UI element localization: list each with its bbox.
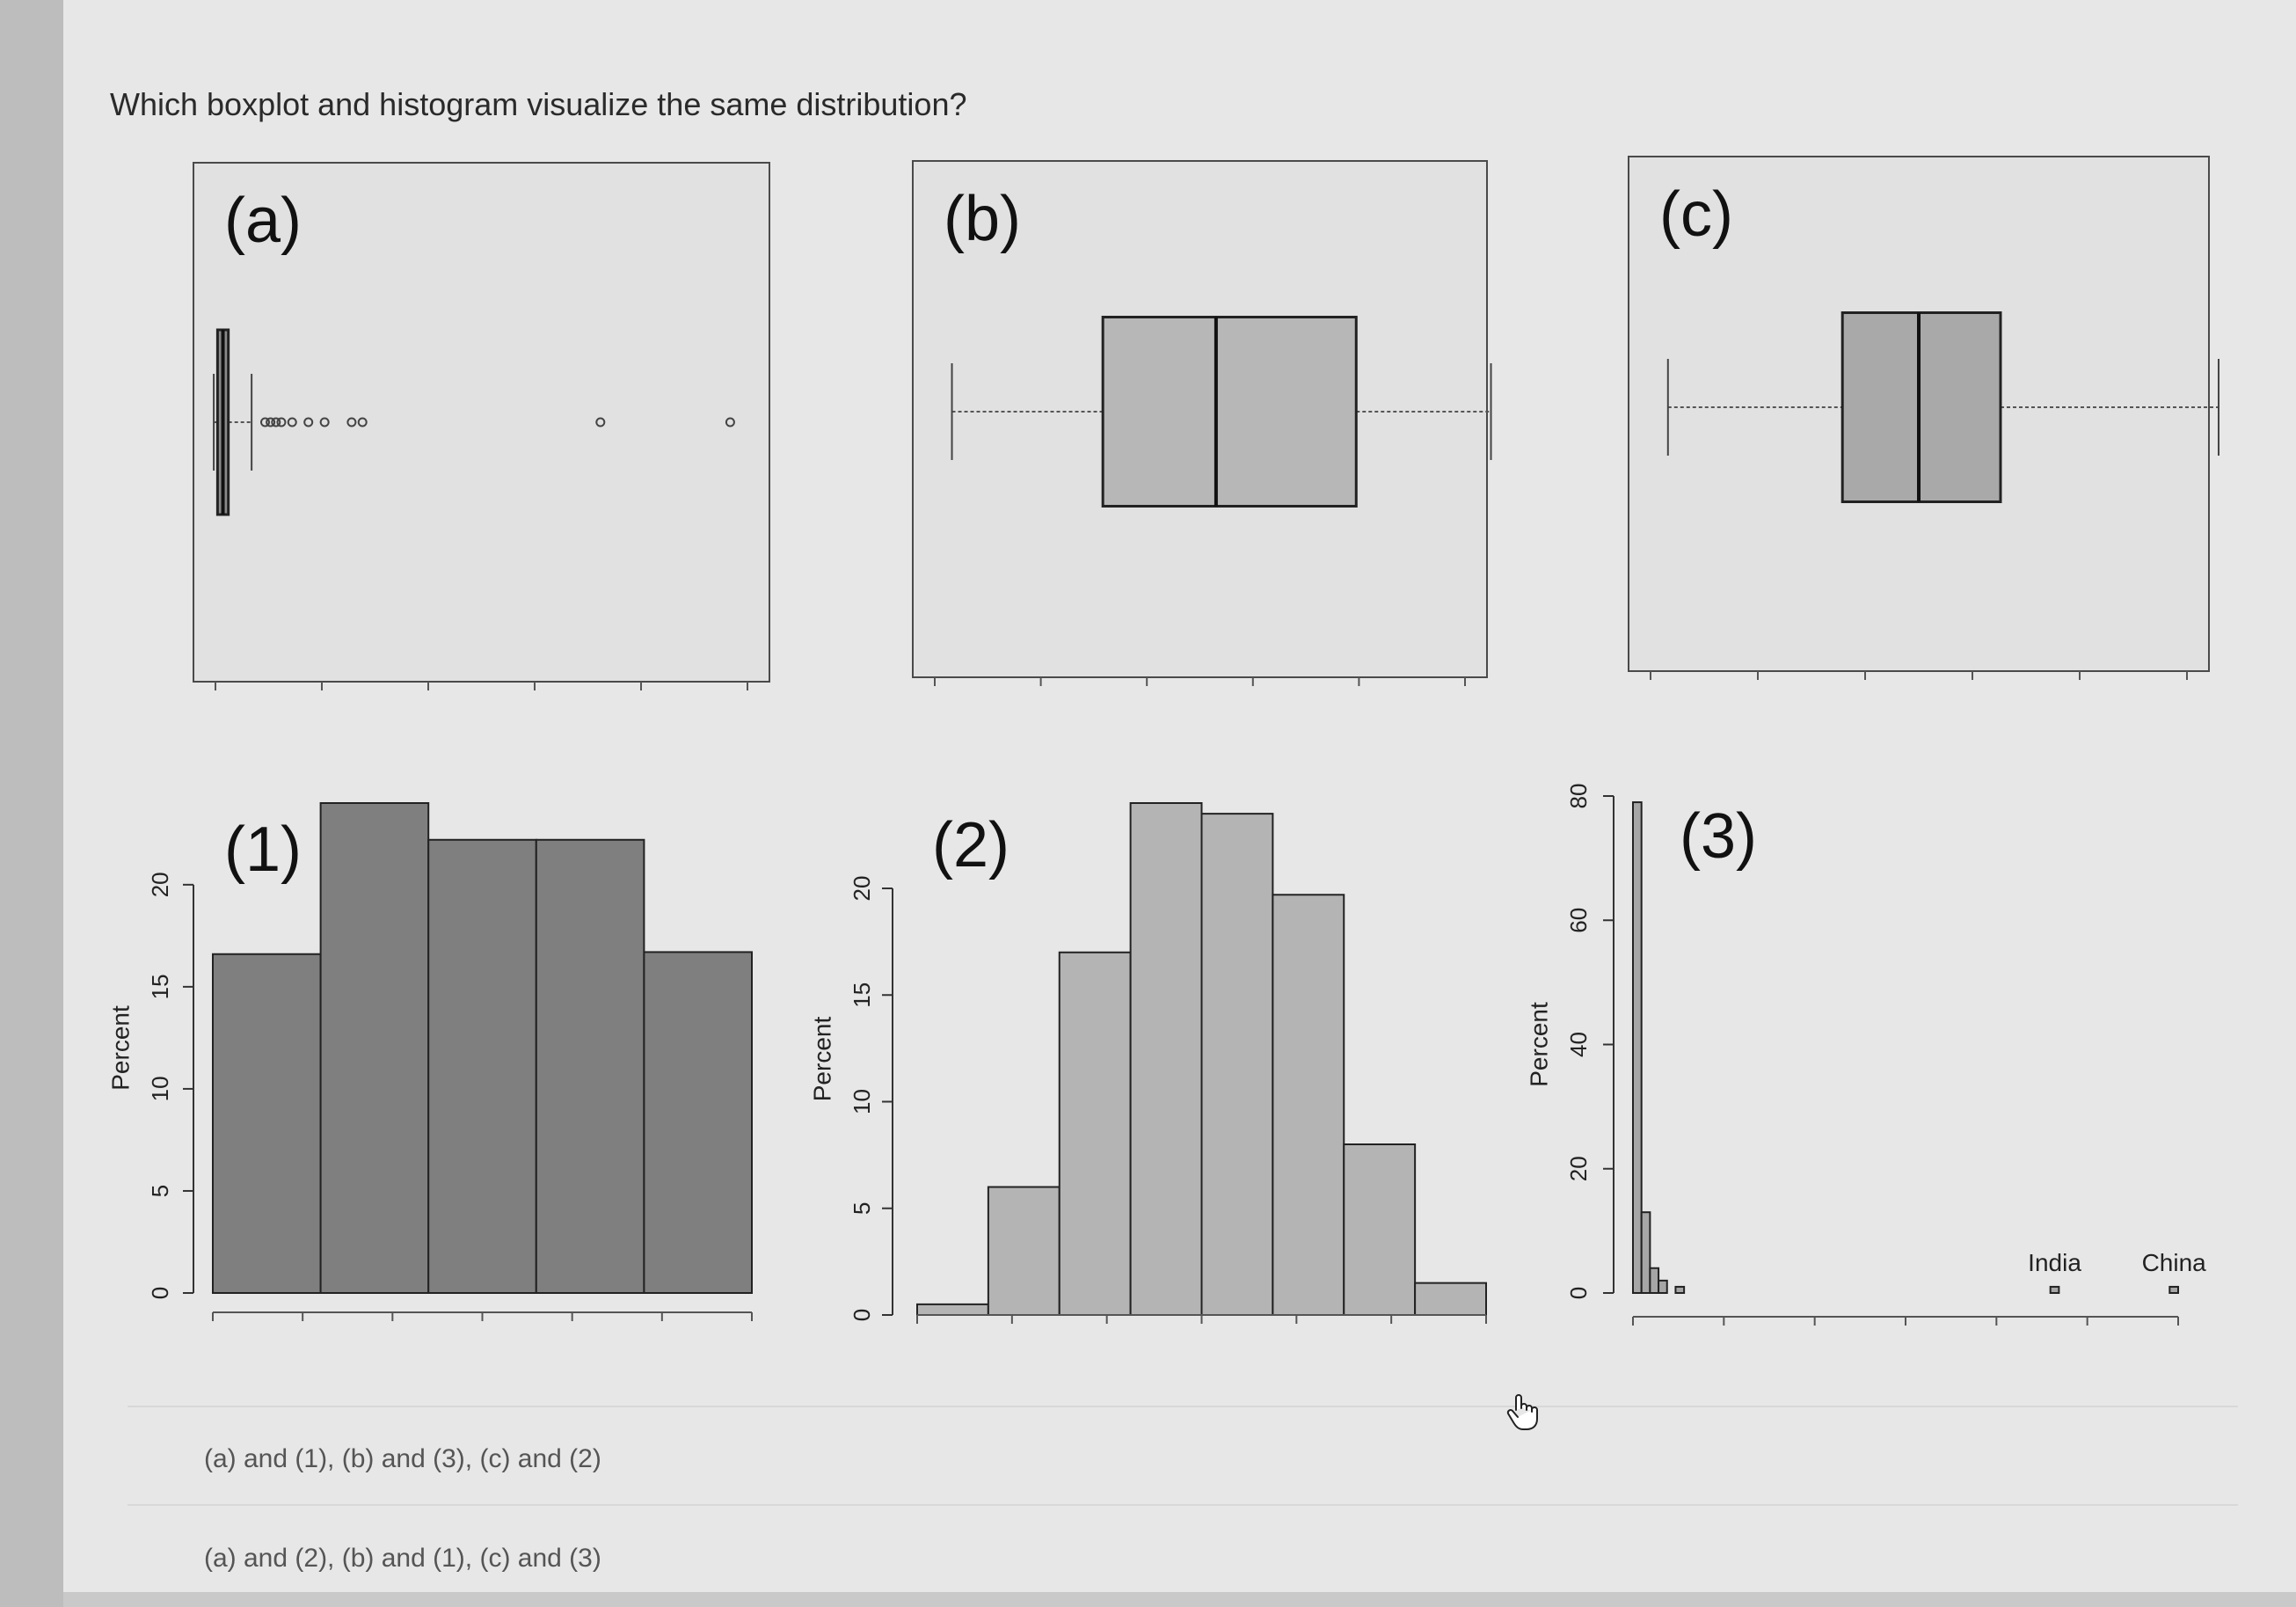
histogram-bar	[1650, 1268, 1658, 1293]
box-iqr	[1842, 313, 2001, 502]
histogram-bar	[644, 952, 752, 1293]
y-tick-label: 15	[147, 974, 173, 1000]
y-tick-label: 0	[147, 1286, 173, 1300]
histogram-bar	[2169, 1287, 2178, 1293]
histogram-bar	[213, 954, 321, 1293]
y-axis-label: Percent	[808, 1016, 836, 1102]
y-tick-label: 20	[1565, 1156, 1592, 1182]
panel-label: (2)	[932, 810, 1010, 880]
hand-cursor-icon	[1505, 1392, 1541, 1431]
divider	[128, 1504, 2238, 1506]
histogram-bar	[1633, 802, 1642, 1293]
panel-label: (c)	[1659, 179, 1733, 250]
histogram-bar	[1415, 1283, 1486, 1315]
question-text: Which boxplot and histogram visualize the same distribution?	[110, 86, 967, 122]
panel-label: (1)	[224, 814, 302, 885]
histogram-bar	[1675, 1287, 1684, 1293]
panel-label: (a)	[224, 186, 302, 256]
histogram-bar	[1060, 953, 1131, 1315]
y-tick-label: 0	[1565, 1286, 1592, 1300]
y-tick-label: 60	[1565, 907, 1592, 933]
histogram-bar	[1131, 803, 1202, 1315]
answer-option-1[interactable]: (a) and (1), (b) and (3), (c) and (2)	[204, 1444, 601, 1473]
y-tick-label: 10	[147, 1076, 173, 1102]
y-tick-label: 40	[1565, 1032, 1592, 1057]
box-iqr	[1103, 318, 1356, 507]
answer-option-2[interactable]: (a) and (2), (b) and (1), (c) and (3)	[204, 1544, 601, 1573]
histogram-bar	[321, 803, 429, 1293]
histogram-bar	[428, 840, 536, 1293]
y-tick-label: 0	[849, 1308, 875, 1322]
bar-annotation: China	[2141, 1249, 2206, 1276]
panel-label: (b)	[944, 184, 1021, 254]
y-tick-label: 15	[849, 982, 875, 1008]
y-tick-label: 5	[849, 1202, 875, 1215]
histogram-bar	[988, 1187, 1060, 1316]
histogram-bar	[1658, 1281, 1667, 1293]
y-tick-label: 80	[1565, 783, 1592, 809]
histogram-bar	[1344, 1144, 1415, 1315]
y-tick-label: 20	[147, 872, 173, 898]
y-tick-label: 10	[849, 1089, 875, 1114]
y-axis-label: Percent	[1525, 1002, 1553, 1087]
bar-annotation: India	[2028, 1249, 2081, 1276]
panel-label: (3)	[1680, 801, 1757, 872]
histogram-bar	[1202, 814, 1273, 1315]
histogram-bar	[1272, 895, 1344, 1315]
y-axis-label: Percent	[106, 1005, 135, 1091]
y-tick-label: 5	[147, 1184, 173, 1198]
divider	[128, 1406, 2238, 1407]
histogram-bar	[2051, 1287, 2059, 1293]
histogram-bar	[1642, 1212, 1651, 1293]
y-tick-label: 20	[849, 875, 875, 902]
histogram-bar	[917, 1304, 988, 1315]
histogram-bar	[536, 840, 645, 1293]
